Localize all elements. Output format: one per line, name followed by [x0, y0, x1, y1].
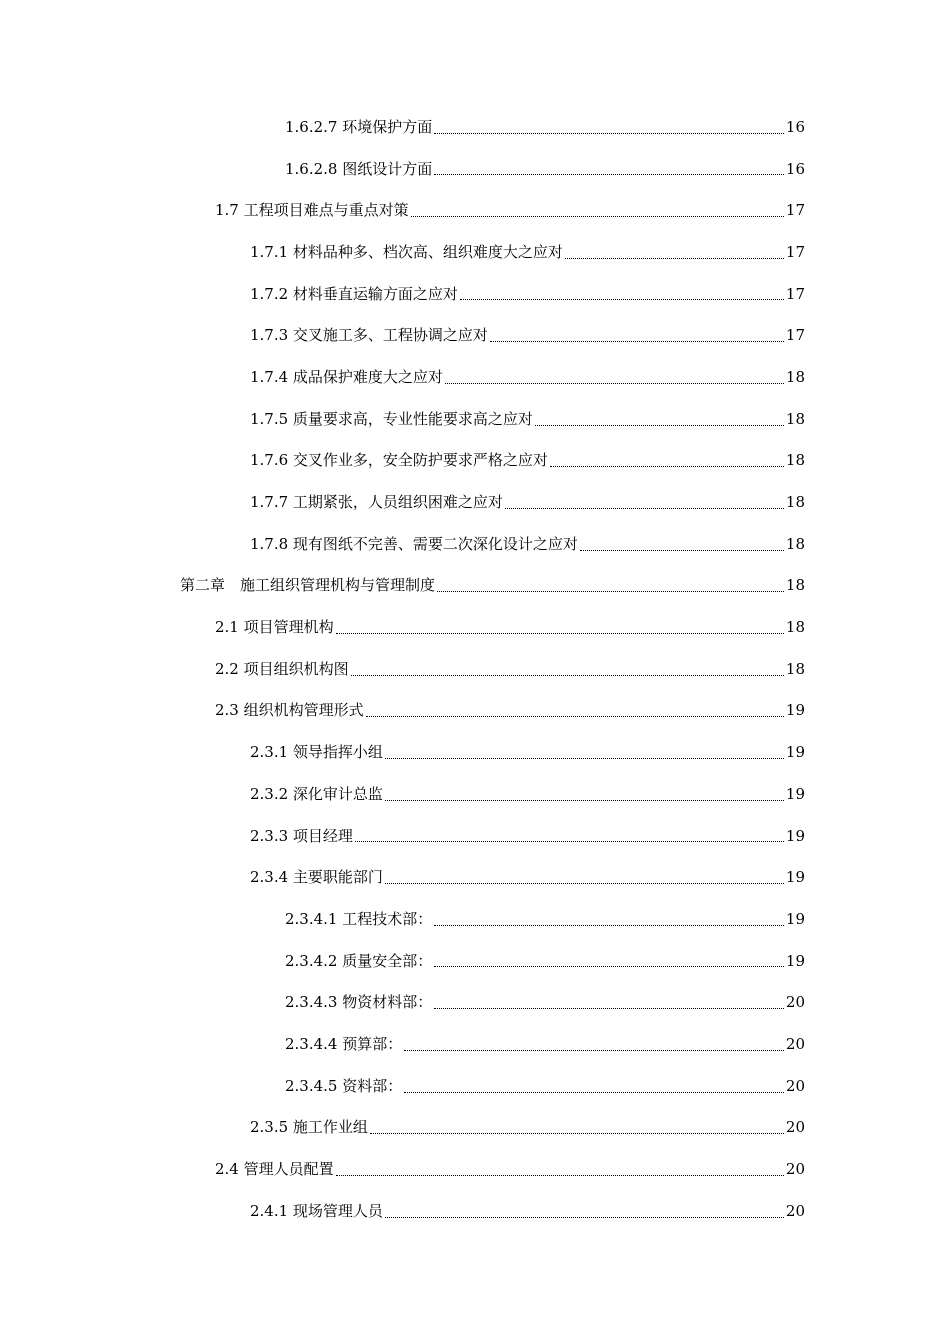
toc-page-number: 18 [785, 576, 805, 595]
toc-entry[interactable] [0, 231, 950, 273]
toc-entry-title: 1.7.4 成品保护难度大之应对 [250, 367, 443, 386]
toc-dot-leader [434, 174, 784, 175]
toc-entry-title: 2.3.2 深化审计总监 [250, 784, 383, 803]
toc-dot-leader [565, 258, 784, 259]
toc-entry[interactable] [0, 1148, 950, 1190]
toc-entry[interactable] [0, 648, 950, 690]
toc-page-number: 19 [785, 868, 805, 887]
toc-page-number: 17 [785, 242, 805, 261]
toc-entry-title: 2.4.1 现场管理人员 [250, 1201, 383, 1220]
toc-dot-leader [385, 883, 784, 884]
toc-entry[interactable] [0, 773, 950, 815]
toc-entry[interactable] [0, 523, 950, 565]
toc-page-number: 18 [785, 451, 805, 470]
toc-page-number: 20 [785, 1118, 805, 1137]
toc-page-number: 19 [785, 826, 805, 845]
toc-page-number: 20 [785, 1160, 805, 1179]
toc-dot-leader [434, 133, 784, 134]
toc-dot-leader [404, 1050, 784, 1051]
toc-entry[interactable] [0, 440, 950, 482]
toc-entry-title: 1.7.1 材料品种多、档次高、组织难度大之应对 [250, 242, 563, 261]
toc-page-number: 19 [785, 909, 805, 928]
toc-dot-leader [366, 716, 784, 717]
toc-page-number: 18 [785, 493, 805, 512]
toc-dot-leader [355, 841, 784, 842]
toc-dot-leader [434, 966, 784, 967]
toc-entry[interactable] [0, 398, 950, 440]
toc-entry-title: 2.4 管理人员配置 [215, 1160, 334, 1179]
toc-page-number: 17 [785, 284, 805, 303]
toc-dot-leader [411, 216, 784, 217]
toc-entry-title: 1.7.7 工期紧张，人员组织困难之应对 [250, 493, 503, 512]
toc-entry-title: 2.3.4.5 资料部： [285, 1076, 403, 1095]
toc-entry[interactable] [0, 106, 950, 148]
toc-dot-leader [580, 550, 784, 551]
toc-dot-leader [434, 925, 784, 926]
toc-entry-title: 2.3.3 项目经理 [250, 826, 353, 845]
toc-entry-title: 2.3.4 主要职能部门 [250, 868, 383, 887]
toc-entry-title: 2.3.4.2 质量安全部： [285, 951, 433, 970]
toc-page-number: 20 [785, 1034, 805, 1053]
toc-dot-leader [535, 425, 784, 426]
toc-entry-title: 1.7 工程项目难点与重点对策 [215, 201, 409, 220]
toc-dot-leader [437, 591, 784, 592]
toc-entry-title: 第二章 施工组织管理机构与管理制度 [180, 576, 436, 595]
toc-entry-title: 2.1 项目管理机构 [215, 618, 334, 637]
toc-page-number: 20 [785, 1201, 805, 1220]
toc-dot-leader [445, 383, 784, 384]
toc-dot-leader [336, 1175, 784, 1176]
toc-dot-leader [505, 508, 784, 509]
toc-entry[interactable] [0, 898, 950, 940]
toc-entry-title: 1.7.3 交叉施工多、工程协调之应对 [250, 326, 488, 345]
toc-dot-leader [370, 1133, 784, 1134]
toc-entry[interactable] [0, 815, 950, 857]
toc-entry[interactable] [0, 273, 950, 315]
toc-entry[interactable] [0, 1190, 950, 1232]
toc-dot-leader [385, 1217, 784, 1218]
toc-entry-title: 2.3.4.4 预算部： [285, 1034, 403, 1053]
toc-page-number: 18 [785, 367, 805, 386]
toc-entry-title: 1.6.2.8 图纸设计方面 [285, 159, 433, 178]
toc-entry[interactable] [0, 314, 950, 356]
toc-entry-title: 1.7.8 现有图纸不完善、需要二次深化设计之应对 [250, 534, 578, 553]
toc-page-number: 19 [785, 784, 805, 803]
toc-entry-title: 2.3.5 施工作业组 [250, 1118, 368, 1137]
toc-entry[interactable] [0, 356, 950, 398]
toc-entry-title: 1.7.5 质量要求高，专业性能要求高之应对 [250, 409, 533, 428]
toc-entry[interactable] [0, 1065, 950, 1107]
toc-entry[interactable] [0, 856, 950, 898]
toc-entry-title: 2.3.1 领导指挥小组 [250, 743, 383, 762]
toc-dot-leader [385, 800, 784, 801]
toc-page-number: 19 [785, 951, 805, 970]
toc-entry[interactable] [0, 189, 950, 231]
toc-dot-leader [550, 466, 784, 467]
toc-dot-leader [385, 758, 784, 759]
toc-page-number: 19 [785, 701, 805, 720]
toc-entry[interactable] [0, 148, 950, 190]
toc-entry[interactable] [0, 1023, 950, 1065]
toc-entry-title: 2.3.4.1 工程技术部： [285, 909, 433, 928]
toc-page-number: 17 [785, 326, 805, 345]
toc-entry-title: 2.3.4.3 物资材料部： [285, 993, 433, 1012]
toc-dot-leader [351, 675, 784, 676]
toc-entry-title: 2.2 项目组织机构图 [215, 659, 349, 678]
toc-entry[interactable] [0, 565, 950, 607]
toc-dot-leader [460, 299, 784, 300]
toc-entry[interactable] [0, 690, 950, 732]
toc-page-number: 18 [785, 409, 805, 428]
toc-entry-title: 1.7.2 材料垂直运输方面之应对 [250, 284, 458, 303]
toc-page-number: 16 [785, 159, 805, 178]
toc-page-number: 18 [785, 659, 805, 678]
toc-dot-leader [336, 633, 784, 634]
toc-entry[interactable] [0, 981, 950, 1023]
toc-entry-title: 1.6.2.7 环境保护方面 [285, 117, 433, 136]
toc-entry[interactable] [0, 606, 950, 648]
toc-page-number: 17 [785, 201, 805, 220]
toc-entry[interactable] [0, 940, 950, 982]
toc-entry[interactable] [0, 731, 950, 773]
toc-entry[interactable] [0, 481, 950, 523]
toc-page-number: 19 [785, 743, 805, 762]
toc-page-number: 16 [785, 117, 805, 136]
toc-dot-leader [490, 341, 784, 342]
toc-page-number: 18 [785, 618, 805, 637]
toc-page-number: 20 [785, 993, 805, 1012]
toc-page-number: 18 [785, 534, 805, 553]
toc-dot-leader [434, 1008, 784, 1009]
toc-entry-title: 1.7.6 交叉作业多，安全防护要求严格之应对 [250, 451, 548, 470]
toc-entry[interactable] [0, 1107, 950, 1149]
toc-page-number: 20 [785, 1076, 805, 1095]
toc-entry-title: 2.3 组织机构管理形式 [215, 701, 364, 720]
table-of-contents [0, 106, 950, 1232]
toc-dot-leader [404, 1092, 784, 1093]
